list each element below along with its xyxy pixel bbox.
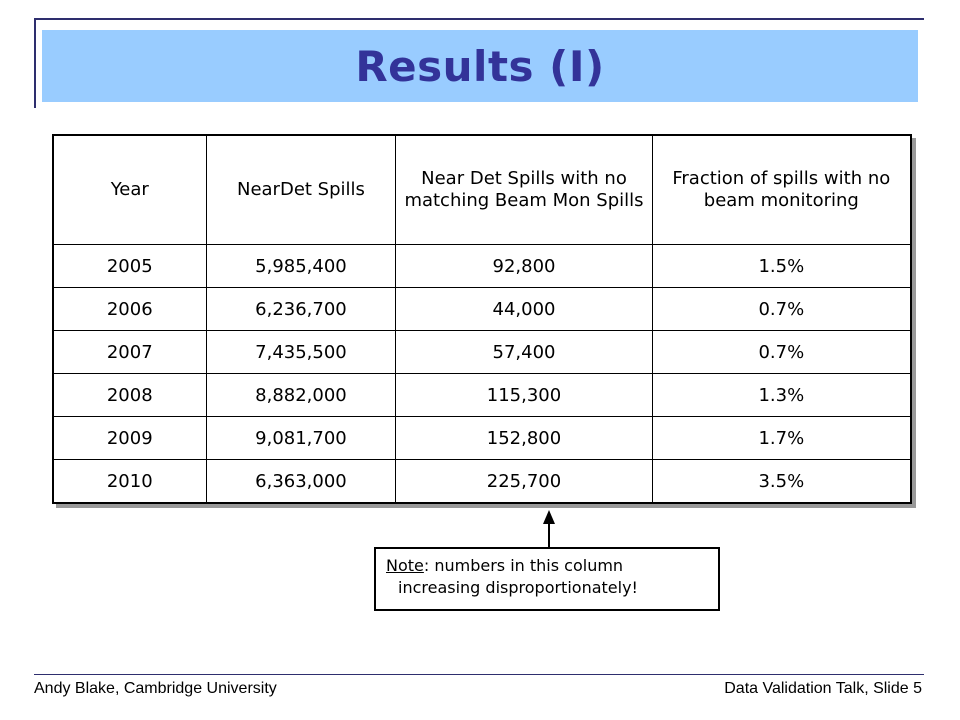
cell-fraction: 0.7%: [652, 288, 911, 331]
note-label: Note: [386, 556, 424, 575]
arrow-shaft: [548, 522, 550, 548]
cell-year: 2007: [53, 331, 206, 374]
footer-slide-info: Data Validation Talk, Slide 5: [724, 680, 922, 697]
cell-fraction: 0.7%: [652, 331, 911, 374]
note-line-1: [386, 555, 718, 577]
table-row: [53, 460, 911, 504]
slide-frame-top-rule: [34, 18, 924, 20]
table-header-row: [53, 135, 911, 245]
cell-neardet-spills: 8,882,000: [206, 374, 396, 417]
note-callout: [374, 547, 720, 611]
table-row: [53, 245, 911, 288]
cell-no-matching: 225,700: [396, 460, 652, 504]
footer-rule: [34, 674, 924, 675]
table-row: [53, 417, 911, 460]
cell-no-matching: 57,400: [396, 331, 652, 374]
title-bar: [42, 30, 918, 102]
slide-title: Results (I): [355, 41, 605, 91]
cell-neardet-spills: 5,985,400: [206, 245, 396, 288]
note-text-1: : numbers in this column: [423, 556, 624, 575]
note-text-2: increasing disproportionately!: [398, 578, 638, 597]
cell-no-matching: 152,800: [396, 417, 652, 460]
cell-neardet-spills: 7,435,500: [206, 331, 396, 374]
cell-fraction: 1.5%: [652, 245, 911, 288]
cell-fraction: 3.5%: [652, 460, 911, 504]
cell-neardet-spills: 6,363,000: [206, 460, 396, 504]
cell-no-matching: 115,300: [396, 374, 652, 417]
cell-year: 2009: [53, 417, 206, 460]
cell-neardet-spills: 9,081,700: [206, 417, 396, 460]
slide-frame-left-rule: [34, 18, 36, 108]
header-no-matching-spills: Near Det Spills with no matching Beam Mon Spills: [396, 135, 652, 245]
cell-neardet-spills: 6,236,700: [206, 288, 396, 331]
table-row: [53, 374, 911, 417]
table-row: [53, 331, 911, 374]
cell-fraction: 1.3%: [652, 374, 911, 417]
cell-no-matching: 92,800: [396, 245, 652, 288]
header-fraction: Fraction of spills with no beam monitoring: [652, 135, 911, 245]
results-table: [52, 134, 912, 504]
header-neardet-spills: NearDet Spills: [206, 135, 396, 245]
cell-year: 2006: [53, 288, 206, 331]
cell-year: 2010: [53, 460, 206, 504]
header-year: Year: [53, 135, 206, 245]
table-row: [53, 288, 911, 331]
cell-fraction: 1.7%: [652, 417, 911, 460]
cell-year: 2005: [53, 245, 206, 288]
cell-no-matching: 44,000: [396, 288, 652, 331]
footer-author: Andy Blake, Cambridge University: [34, 680, 277, 697]
cell-year: 2008: [53, 374, 206, 417]
